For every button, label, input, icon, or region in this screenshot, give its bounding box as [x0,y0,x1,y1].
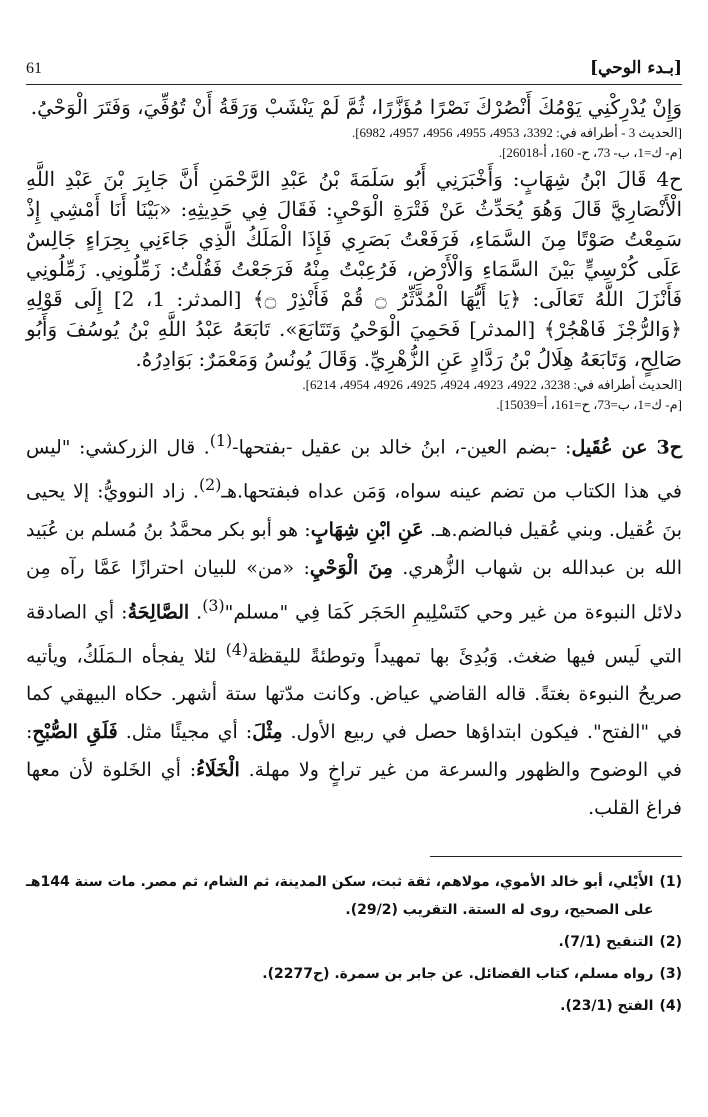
footnote-number: (1) [659,874,682,890]
footnote-number: (4) [659,998,682,1014]
commentary [26,422,682,827]
keyword-al-khala: الْخَلَاءُ [196,759,240,782]
keyword-falaq-as-subh: فَلَقِ الصُّبْحِ [32,721,118,744]
footnote-1 [26,868,682,924]
footnote-text: الأَيْلي، أبو خالد الأموي، مولاهم، ثقة ثبت، سكن المدينة، ثم الشام، ثم مصر. مات سنة 144هـ على الصحيح، روى له الستة. التقريب (29/2). [26,874,654,918]
commentary-text: . [196,600,203,623]
hadith-3-sources: [م- ك=1، ب- 73، ح- 160، أ-26018]. [498,145,682,160]
commentary-text: . قال الزركشي: "ليس في هذا الكتاب من تضم عينه سواه، وَمَن عداه فبفتحها.هـ [26,436,682,503]
commentary-text: لئلا يفجأه الـمَلَكُ، ويأتيه صريحُ النبوءة بغتةً. قاله القاضي عياض. وكانت مدّتها ستة أشهر. حكاه البيهقي كما في "الفتح". فيكون ابتداؤها حصل في ربيع الأول. [26,645,682,744]
footnote-text: التنقيح (7/1). [558,934,654,950]
page-number: 61 [26,60,42,77]
hadith-4-cross-refs: [الحديث أطرافه في: 3238، 4922، 4923، 4924، 4925، 4926، 4954، 6214]. [302,377,682,392]
footnote-marker: (4) [225,639,249,659]
footnote-text: الفتح (23/1). [560,998,654,1014]
footnote-4 [26,992,682,1020]
keyword-ibn-shihab: عَنِ ابْنِ شِهَابٍ [310,518,424,541]
keyword-uqayl: ح3 عن عُقَيل [571,436,682,459]
footnote-marker: (2) [198,475,222,495]
keyword-min-al-wahy: مِنَ الْوَحْيِ [309,556,393,579]
commentary-text: : -بضم العين-، ابنُ خالد بن عقيل -بفتحها- [232,436,572,459]
footnote-number: (2) [659,934,682,950]
commentary-text: : أي الخَلوة لأن معها فراغ القلب. [26,759,682,820]
commentary-text: : هو أبو بكر محمَّدُ بنُ مُسلم بن عُبَيد الله بن عبدالله بن شهاب الزُّهري. [26,518,682,579]
commentary-text: : في الوضوح والظهور والسرعة من غير تراخٍ ولا مهلة. [26,721,682,782]
footnote-marker: (1) [209,431,233,450]
commentary-text: : أي مجيئًا مثل. [125,721,253,744]
keyword-mithla: مِثْلَ [252,721,283,744]
hadith-3-cross-refs: [الحديث 3 - أطرافه في: 3392، 4953، 4955، 4956، 4957، 6982]. [351,125,682,140]
footnotes [26,868,682,1024]
footnote-text: رواه مسلم، كتاب الفضائل. عن جابر بن سمرة. (ح2277). [262,966,654,982]
running-title: [بـدء الوحي] [590,58,682,78]
hadith-4-sources: [م- ك=1، ب=73، ح=161، أ=15039]. [496,397,682,412]
hadith-4-text: ح4 قَالَ ابْنُ شِهَابٍ: وَأَخْبَرَنِي أَبُو سَلَمَةَ بْنُ عَبْدِ الرَّحْمَنِ أَنَّ جَابِرَ بْنَ عَبْدِ اللَّهِ الْأَنْصَارِيَّ قَالَ وَهُوَ يُحَدِّثُ عَنْ فَتْرَةِ الْوَحْيِ: فَقَالَ فِي حَدِيثِهِ: «بَيْنَا أَنَا أَمْشِي إِذْ سَمِعْتُ صَوْتًا مِنَ السَّمَاءِ، فَرَفَعْتُ بَصَرِي فَإِذَا الْمَلَكُ الَّذِي جَاءَنِي بِحِرَاءٍ جَالِسٌ عَلَى كُرْسِيٍّ بَيْنَ السَّمَاءِ وَالْأَرْضِ، فَرُعِبْتُ مِنْهُ فَرَجَعْتُ فَقُلْتُ: زَمِّلُونِي. زَمِّلُونِي فَأَنْزَلَ اللَّهُ تَعَالَى: ﴿يَا أَيُّهَا الْمُدَّثِّرُ ۝ قُمْ فَأَنْذِرْ ۝﴾ [المدثر: 1، 2] إِلَى قَوْلِهِ ﴿وَالرُّجْزَ فَاهْجُرْ﴾ [المدثر] فَحَمِيَ الْوَحْيُ وَتَتَابَعَ». تَابَعَهُ عَبْدُ اللَّهِ بْنُ يُوسُفَ وَأَبُو صَالِحٍ، وَتَابَعَهُ هِلَالُ بْنُ رَدَّادٍ عَنِ الزُّهْرِيِّ. وَقَالَ يُونُسُ وَمَعْمَرٌ: بَوَادِرُهُ. [26,167,683,371]
footnote-number: (3) [659,966,682,982]
hadith-3-ending: وَإِنْ يُدْرِكْنِي يَوْمُكَ أَنْصُرْكَ نَصْرًا مُؤَزَّرًا، ثُمَّ لَمْ يَنْشَبْ وَرَقَةُ أَنْ تُوُفِّيَ، وَفَتَرَ الْوَحْيُ. [30,95,682,119]
page-header [26,50,682,85]
main-text [26,92,682,846]
footnote-separator [430,856,682,857]
footnote-marker: (3) [202,595,225,615]
footnote-3 [26,960,682,988]
footnote-2 [26,928,682,956]
keyword-as-saliha: الصَّالِحَةُ [127,600,190,623]
commentary-text: : أي الصادقة التي لَيس فيها ضغث. وَبُدِئَ بها تمهيداً وتوطئةً لليقظة [26,600,682,668]
commentary-text: . زاد النوويُّ: إلا يحيى بنَ عُقيل. وبني عُقيل فبالضم.هـ. [26,480,682,541]
commentary-text: : «من» للبيان احترازًا عَمَّا رآه مِن دلائل النبوءة من غير وحي كتَسْلِيمِ الحَجَر كَمَا فِي "مسلم" [26,556,682,623]
